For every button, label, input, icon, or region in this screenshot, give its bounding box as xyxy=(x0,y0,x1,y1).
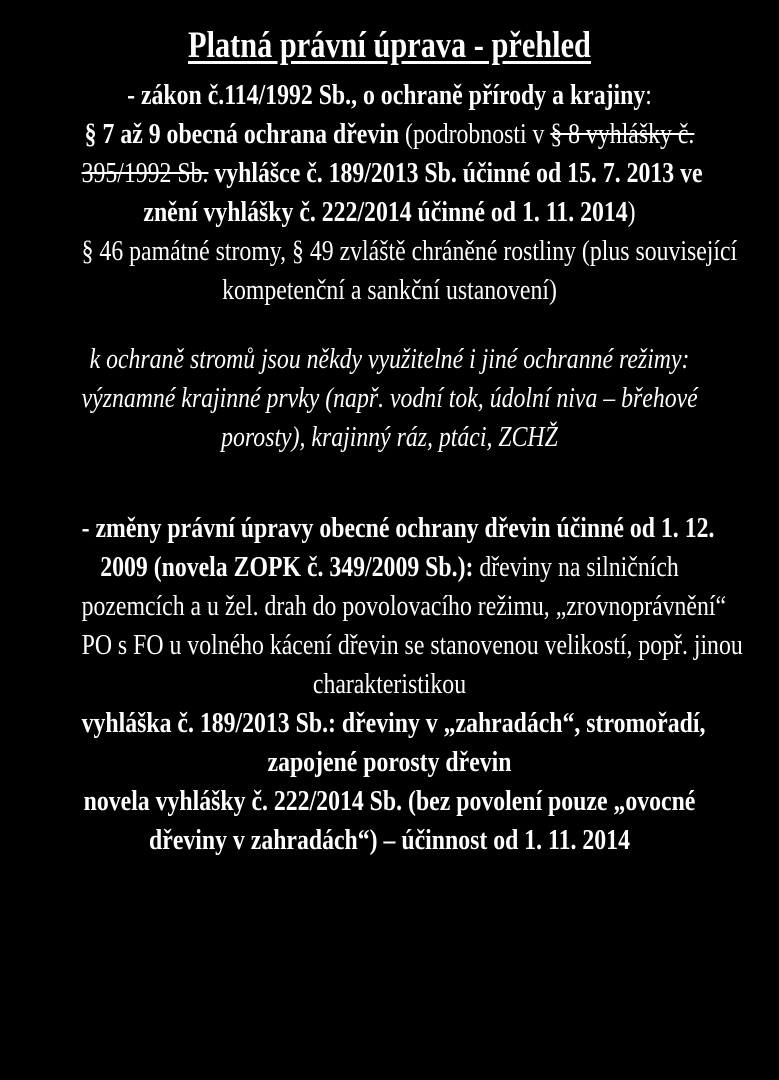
spacer xyxy=(14,457,765,509)
zmeny-line-3: pozemcích a u žel. drah do povolovacího režimu, „zrovnoprávnění“ xyxy=(81,590,727,622)
italic-note-line-3: porosty), krajinný ráz, ptáci, ZCHŽ xyxy=(221,421,558,453)
zakon-line-3: znění vyhlášky č. 222/2014 účinné od 1. 11. 2014) xyxy=(143,196,636,228)
zakon-line-2: 395/1992 Sb. vyhlášce č. 189/2013 Sb. účinné od 15. 7. 2013 ve xyxy=(81,157,703,189)
zmeny-line-6: vyhláška č. 189/2013 Sb.: dřeviny v „zahradách“, stromořadí, xyxy=(81,707,706,739)
zmeny-line-1: - změny právní úpravy obecné ochrany dřevin účinné od 1. 12. xyxy=(81,512,715,544)
zakon-line-1: § 7 až 9 obecná ochrana dřevin (podrobnosti v § 8 vyhlášky č. xyxy=(84,118,695,150)
zakon-line-5: kompetenční a sankční ustanovení) xyxy=(222,274,557,306)
zakon-line-4: § 46 památné stromy, § 49 zvláště chráněné rostliny (plus související xyxy=(81,235,738,267)
italic-note-line-2: významné krajinné prvky (např. vodní tok, údolní niva – břehové xyxy=(81,382,698,414)
zmeny-line-8: novela vyhlášky č. 222/2014 Sb. (bez povolení pouze „ovocné xyxy=(83,785,696,817)
zakon-heading: - zákon č.114/1992 Sb., o ochraně přírody a krajiny: xyxy=(127,79,652,111)
page-title: Platná právní úprava - přehled xyxy=(188,25,591,66)
spacer xyxy=(14,310,765,340)
italic-note-line-1: k ochraně stromů jsou někdy využitelné i jiné ochranné režimy: xyxy=(89,343,690,375)
zmeny-line-4: PO s FO u volného kácení dřevin se stanovenou velikostí, popř. jinou xyxy=(81,629,743,661)
zmeny-line-7: zapojené porosty dřevin xyxy=(267,746,512,778)
zmeny-line-2: 2009 (novela ZOPK č. 349/2009 Sb.): dřeviny na silničních xyxy=(100,551,679,583)
zmeny-line-5: charakteristikou xyxy=(312,668,467,700)
zmeny-line-9: dřeviny v zahradách“) – účinnost od 1. 11. 2014 xyxy=(149,824,630,856)
